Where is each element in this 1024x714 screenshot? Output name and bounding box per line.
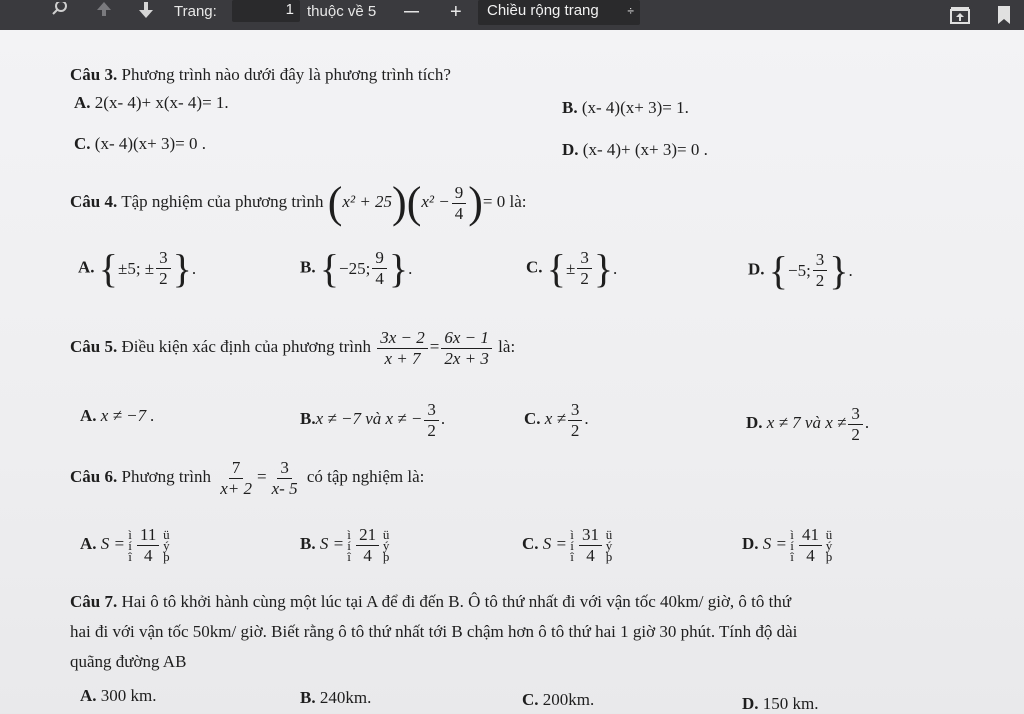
garbled-brace-glyph: ü ý þ — [605, 526, 613, 564]
zoom-select[interactable] — [478, 0, 640, 25]
dot: . — [613, 258, 618, 278]
option-text: x ≠ −7 và x ≠ − — [315, 409, 423, 428]
option-label: D. — [742, 534, 759, 553]
q3-option-b — [562, 98, 689, 118]
equation-part: x² + 25 — [342, 192, 393, 211]
dot: . — [440, 409, 446, 428]
fraction-left — [217, 458, 255, 499]
equation-tail: = 0 — [482, 192, 506, 211]
question-5 — [70, 322, 515, 372]
q4-option-c: C. { ± $\frac{3}{2}$ } . — [526, 245, 618, 291]
paren-open: ( — [406, 178, 422, 228]
question-number: Câu 3. — [70, 65, 118, 84]
fraction — [577, 248, 592, 289]
page-number-value: 1 — [285, 1, 294, 18]
q6-option-b — [300, 524, 391, 566]
denominator: 4 — [586, 545, 595, 565]
fraction — [372, 248, 387, 289]
option-label: B. — [300, 409, 316, 428]
option-text: x ≠ 7 và x ≠ — [766, 413, 847, 432]
numerator: 3 — [156, 248, 171, 269]
q5-option-d — [746, 400, 869, 446]
toolbar — [0, 0, 1024, 30]
numerator: 3 — [424, 400, 439, 421]
denominator: 4 — [454, 203, 464, 223]
question-text: Phương trình nào dưới đây là phương trình tích? — [121, 65, 451, 84]
numerator: 9 — [452, 183, 467, 204]
option-label: A. — [80, 406, 97, 425]
dot: . — [584, 409, 589, 428]
option-label: B. — [300, 688, 316, 707]
option-text: x ≠ −7 . — [100, 406, 155, 425]
q4-option-d: D. { −5; $\frac{3}{2}$ } . — [748, 247, 853, 293]
garbled-brace-glyph: ì í î — [128, 526, 132, 564]
option-label: A. — [78, 257, 95, 277]
arrow-down-icon[interactable] — [136, 2, 156, 22]
q6-option-c — [522, 524, 614, 566]
option-text: (x- 4)(x+ 3)= 1. — [581, 98, 689, 117]
option-text: 150 km. — [762, 694, 819, 713]
denominator: x- 5 — [271, 478, 298, 498]
q7-option-b — [300, 688, 371, 708]
denominator: x+ 2 — [220, 478, 253, 498]
numerator: 3 — [848, 404, 863, 425]
denominator: 2 — [851, 424, 860, 444]
question-number: Câu 4. — [70, 192, 118, 211]
fraction — [568, 400, 583, 441]
option-text: −5; — [787, 260, 811, 280]
fraction — [452, 183, 467, 224]
denominator: x + 7 — [384, 348, 421, 368]
option-text: x ≠ — [544, 409, 566, 428]
equals-sign: = — [429, 337, 440, 356]
presentation-icon[interactable] — [950, 6, 970, 26]
question-number: Câu 7. — [70, 592, 118, 611]
paren-close: ) — [468, 178, 483, 228]
fraction-right — [441, 328, 492, 369]
garbled-brace-glyph: ì í î — [570, 526, 574, 564]
q4-option-b: B. { −25; $\frac{9}{4}$ } . — [300, 245, 413, 291]
q5-option-a — [80, 406, 155, 426]
q3-option-d — [562, 140, 708, 160]
fraction — [156, 248, 171, 289]
set-prefix: S = — [542, 534, 568, 553]
garbled-brace-glyph: ü ý þ — [382, 526, 390, 564]
denominator: 2 — [580, 269, 589, 288]
paren-open: ( — [327, 178, 343, 228]
set-prefix: S = — [762, 534, 788, 553]
q7-text-line3: quãng đường AB — [70, 652, 187, 671]
bookmark-icon[interactable] — [995, 6, 1015, 26]
page-number-input[interactable] — [232, 0, 300, 22]
question-suffix: là: — [509, 192, 527, 211]
question-6 — [70, 452, 424, 502]
fraction — [813, 250, 828, 291]
question-7 — [70, 592, 791, 612]
q3-option-a — [74, 93, 229, 113]
q6-option-d — [742, 524, 834, 566]
fraction — [799, 525, 822, 566]
question-number: Câu 6. — [70, 467, 118, 486]
option-label: A. — [74, 93, 91, 112]
denominator: 2x + 3 — [444, 348, 489, 368]
numerator: 9 — [372, 248, 387, 269]
denominator: 2 — [815, 271, 825, 290]
question-3 — [70, 65, 451, 85]
zoom-in-button[interactable]: + — [450, 1, 462, 23]
garbled-brace-glyph: ì í î — [790, 526, 794, 564]
zoom-select-value: Chiều rộng trang — [487, 2, 599, 19]
paren-close: ) — [392, 178, 407, 228]
set-prefix: S = — [100, 534, 126, 553]
garbled-brace-glyph: ü ý þ — [825, 526, 833, 564]
numerator: 3 — [568, 400, 583, 421]
option-label: C. — [524, 409, 541, 428]
equals-sign: = — [257, 467, 267, 486]
equation-part: x² − — [421, 192, 450, 211]
numerator: 41 — [799, 525, 822, 546]
numerator: 11 — [137, 525, 159, 546]
dot: . — [408, 258, 413, 278]
option-label: D. — [748, 259, 765, 279]
fraction-right — [269, 458, 301, 499]
q7-option-a — [80, 686, 157, 706]
question-text: Tập nghiệm của phương trình — [121, 192, 324, 211]
option-label: C. — [526, 257, 543, 277]
option-label: B. — [562, 98, 578, 117]
option-label: A. — [80, 534, 97, 553]
denominator: 4 — [363, 545, 372, 565]
fraction — [356, 525, 379, 566]
document-page — [0, 30, 1024, 713]
garbled-brace-glyph: ü ý þ — [163, 526, 170, 564]
option-label: C. — [522, 690, 539, 709]
option-text: (x- 4)(x+ 3)= 0 . — [94, 134, 207, 153]
q4-option-a: A. { ±5; ± $\frac{3}{2}$ } . — [78, 245, 197, 291]
denominator: 4 — [806, 545, 815, 565]
option-text: 300 km. — [100, 686, 157, 705]
question-text: Điều kiện xác định của phương trình — [121, 337, 372, 356]
option-text: ± — [565, 258, 576, 278]
option-label: D. — [562, 140, 579, 159]
denominator: 2 — [159, 269, 168, 288]
q7-option-c — [522, 690, 594, 710]
q7-text-line2: hai đi với vận tốc 50km/ giờ. Biết rằng ô tô thứ nhất tới B chậm hơn ô tô thứ hai 1 giờ 30 phút. Tính độ dài — [70, 622, 798, 641]
numerator: 3 — [577, 248, 592, 269]
dot: . — [191, 258, 197, 278]
numerator: 3 — [277, 458, 292, 479]
question-text-line1: Hai ô tô khởi hành cùng một lúc tại A để đi đến B. Ô tô thứ nhất đi với vận tốc 40km/ giờ, ô tô thứ — [121, 592, 792, 611]
q7-option-d — [742, 694, 819, 714]
dot: . — [864, 413, 870, 432]
search-icon[interactable] — [52, 2, 72, 22]
denominator: 2 — [427, 420, 436, 440]
fraction-left — [377, 328, 428, 369]
denominator: 4 — [143, 545, 153, 565]
numerator: 7 — [229, 458, 244, 479]
option-text: 200km. — [542, 690, 595, 709]
page-label: Trang: — [174, 3, 217, 20]
option-text: ±5; ± — [117, 258, 155, 278]
zoom-out-button[interactable]: — — [404, 3, 419, 20]
select-caret-icon: ÷ — [627, 4, 634, 18]
numerator: 6x − 1 — [441, 328, 492, 349]
q6-option-a — [80, 524, 171, 566]
option-text: (x- 4)+ (x+ 3)= 0 . — [582, 140, 708, 159]
option-text: −25; — [339, 258, 371, 278]
option-label: C. — [522, 534, 539, 553]
fraction — [579, 525, 602, 566]
option-text: 240km. — [319, 688, 372, 707]
numerator: 3x − 2 — [377, 328, 428, 349]
q5-option-c — [524, 396, 589, 442]
numerator: 31 — [579, 525, 602, 546]
denominator: 2 — [570, 420, 580, 440]
option-label: D. — [746, 413, 763, 432]
denominator: 4 — [375, 269, 384, 288]
numerator: 21 — [356, 525, 379, 546]
option-label: C. — [74, 134, 91, 153]
question-suffix: là: — [498, 337, 516, 356]
fraction — [424, 400, 439, 441]
numerator: 3 — [813, 250, 828, 271]
question-number: Câu 5. — [70, 337, 118, 356]
option-text: 2(x- 4)+ x(x- 4)= 1. — [94, 93, 229, 112]
option-label: D. — [742, 694, 759, 713]
garbled-brace-glyph: ì í î — [347, 526, 351, 564]
option-label: A. — [80, 686, 97, 705]
q3-option-c — [74, 134, 206, 154]
question-text: Phương trình — [121, 467, 211, 486]
fraction — [137, 525, 159, 566]
question-suffix: có tập nghiệm là: — [306, 467, 425, 486]
fraction — [848, 404, 863, 445]
option-label: B. — [300, 534, 316, 553]
page-count: thuộc về 5 — [307, 3, 377, 20]
arrow-up-icon[interactable] — [94, 2, 114, 22]
dot: . — [848, 260, 853, 280]
question-4 — [70, 176, 526, 232]
option-label: B. — [300, 257, 316, 277]
set-prefix: S = — [319, 534, 345, 553]
q5-option-b — [300, 396, 445, 442]
